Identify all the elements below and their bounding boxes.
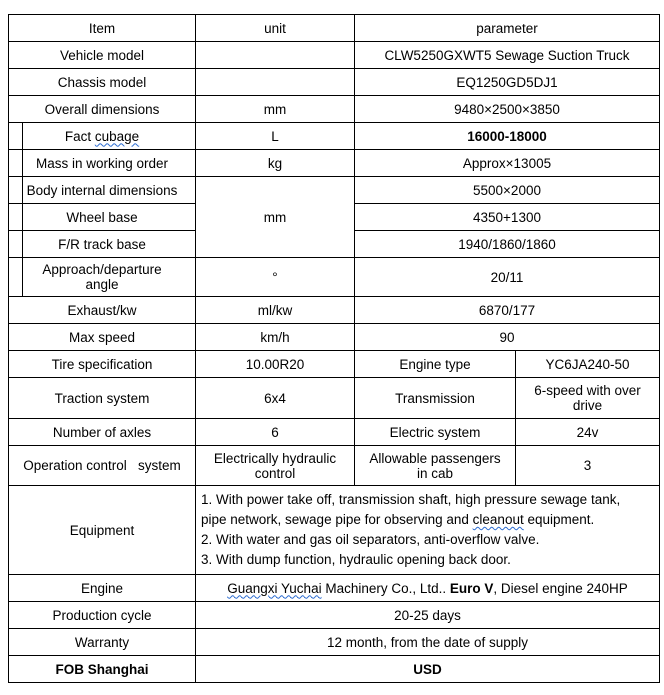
- engine-value-post: , Diesel engine 240HP: [493, 580, 628, 596]
- table-row: [9, 42, 660, 69]
- header-unit: unit: [196, 15, 355, 42]
- electric-system-value: 24v: [516, 419, 660, 446]
- fact-cubage-unit: L: [196, 123, 355, 150]
- header-parameter: parameter: [355, 15, 660, 42]
- approach-label-line1: Approach/departure: [42, 262, 162, 277]
- engine-value: [196, 575, 660, 602]
- table-row: [9, 177, 660, 204]
- table-row: [9, 629, 660, 656]
- table-row: [9, 378, 660, 419]
- exhaust-value: 6870/177: [355, 297, 660, 324]
- table-row: [9, 324, 660, 351]
- operation-value-line1: Electrically hydraulic: [213, 450, 337, 466]
- inner-divider-line: [22, 122, 23, 297]
- traction-label: Traction system: [9, 378, 196, 419]
- body-internal-label: Body internal dimensions: [9, 177, 196, 204]
- table-row: [9, 96, 660, 123]
- engine-value-bold: Euro V: [449, 580, 494, 596]
- track-base-value: 1940/1860/1860: [355, 231, 660, 258]
- operation-label: Operation control system: [9, 446, 196, 486]
- operation-value-line2: control: [254, 465, 296, 481]
- vehicle-model-unit: [196, 42, 355, 69]
- production-label: Production cycle: [9, 602, 196, 629]
- wheel-base-label: Wheel base: [9, 204, 196, 231]
- mass-unit: kg: [196, 150, 355, 177]
- tire-label: Tire specification: [9, 351, 196, 378]
- table-row: [9, 446, 660, 486]
- electric-system-label: Electric system: [355, 419, 516, 446]
- table-row: [9, 656, 660, 683]
- max-speed-value: 90: [355, 324, 660, 351]
- engine-label: Engine: [9, 575, 196, 602]
- transmission-value: [516, 378, 660, 419]
- wheel-base-value: 4350+1300: [355, 204, 660, 231]
- chassis-model-unit: [196, 69, 355, 96]
- transmission-value-line2: drive: [572, 398, 603, 413]
- table-row: [9, 258, 660, 297]
- mass-value: Approx×13005: [355, 150, 660, 177]
- equipment-label: Equipment: [9, 486, 196, 575]
- approach-unit: °: [196, 258, 355, 297]
- production-value: 20-25 days: [196, 602, 660, 629]
- max-speed-unit: km/h: [196, 324, 355, 351]
- vehicle-model-value: CLW5250GXWT5 Sewage Suction Truck: [355, 42, 660, 69]
- fact-cubage-label: [9, 123, 196, 150]
- table-row: [9, 602, 660, 629]
- table-row: [9, 419, 660, 446]
- passengers-label-line1: Allowable passengers: [369, 450, 501, 466]
- engine-value-wavy: Guangxi Yuchai: [227, 580, 322, 596]
- fact-cubage-label-wavy: cubage: [94, 128, 140, 144]
- overall-dimensions-unit: mm: [196, 96, 355, 123]
- warranty-label: Warranty: [9, 629, 196, 656]
- body-internal-value: 5500×2000: [355, 177, 660, 204]
- transmission-value-line1: 6-speed with over: [534, 383, 641, 398]
- equipment-line-2-wavy: cleanout: [472, 512, 524, 527]
- table-row: [9, 123, 660, 150]
- wheel-base-unit: mm: [196, 177, 355, 258]
- axles-value: 6: [196, 419, 355, 446]
- fob-value: USD: [196, 656, 660, 683]
- table-row: [9, 150, 660, 177]
- table-row: [9, 486, 660, 575]
- tire-value: 10.00R20: [196, 351, 355, 378]
- equipment-line-2-pre: pipe network, sewage pipe for observing and: [201, 512, 473, 527]
- overall-dimensions-value: 9480×2500×3850: [355, 96, 660, 123]
- approach-label-line2: angle: [85, 277, 119, 292]
- table-row: [9, 297, 660, 324]
- approach-value: 20/11: [355, 258, 660, 297]
- warranty-value: 12 month, from the date of supply: [196, 629, 660, 656]
- exhaust-unit: ml/kw: [196, 297, 355, 324]
- table-row: [9, 351, 660, 378]
- table-row: [9, 575, 660, 602]
- header-item: Item: [9, 15, 196, 42]
- fact-cubage-label-pre: Fact: [64, 128, 95, 144]
- traction-value: 6x4: [196, 378, 355, 419]
- chassis-model-value: EQ1250GD5DJ1: [355, 69, 660, 96]
- table-row: [9, 15, 660, 42]
- approach-label: [9, 258, 196, 297]
- equipment-line-4: 3. With dump function, hydraulic opening back door.: [201, 552, 511, 567]
- chassis-model-label: Chassis model: [9, 69, 196, 96]
- max-speed-label: Max speed: [9, 324, 196, 351]
- passengers-value: 3: [516, 446, 660, 486]
- vehicle-model-label: Vehicle model: [9, 42, 196, 69]
- spec-table: [8, 14, 660, 683]
- engine-value-mid: Machinery Co., Ltd..: [321, 580, 450, 596]
- fob-label: FOB Shanghai: [9, 656, 196, 683]
- equipment-line-2-post: equipment.: [523, 512, 595, 527]
- fact-cubage-value: 16000-18000: [355, 123, 660, 150]
- equipment-line-2: [201, 510, 656, 530]
- engine-type-label: Engine type: [355, 351, 516, 378]
- operation-value: [196, 446, 355, 486]
- equipment-line-1: 1. With power take off, transmission shaft, high pressure sewage tank,: [201, 492, 621, 507]
- table-row: [9, 69, 660, 96]
- axles-label: Number of axles: [9, 419, 196, 446]
- passengers-label: [355, 446, 516, 486]
- exhaust-label: Exhaust/kw: [9, 297, 196, 324]
- transmission-label: Transmission: [355, 378, 516, 419]
- track-base-label: F/R track base: [9, 231, 196, 258]
- engine-type-value: YC6JA240-50: [516, 351, 660, 378]
- passengers-label-line2: in cab: [416, 465, 454, 481]
- equipment-value: [196, 486, 660, 575]
- equipment-line-3: 2. With water and gas oil separators, anti-overflow valve.: [201, 532, 540, 547]
- mass-label: Mass in working order: [9, 150, 196, 177]
- overall-dimensions-label: Overall dimensions: [9, 96, 196, 123]
